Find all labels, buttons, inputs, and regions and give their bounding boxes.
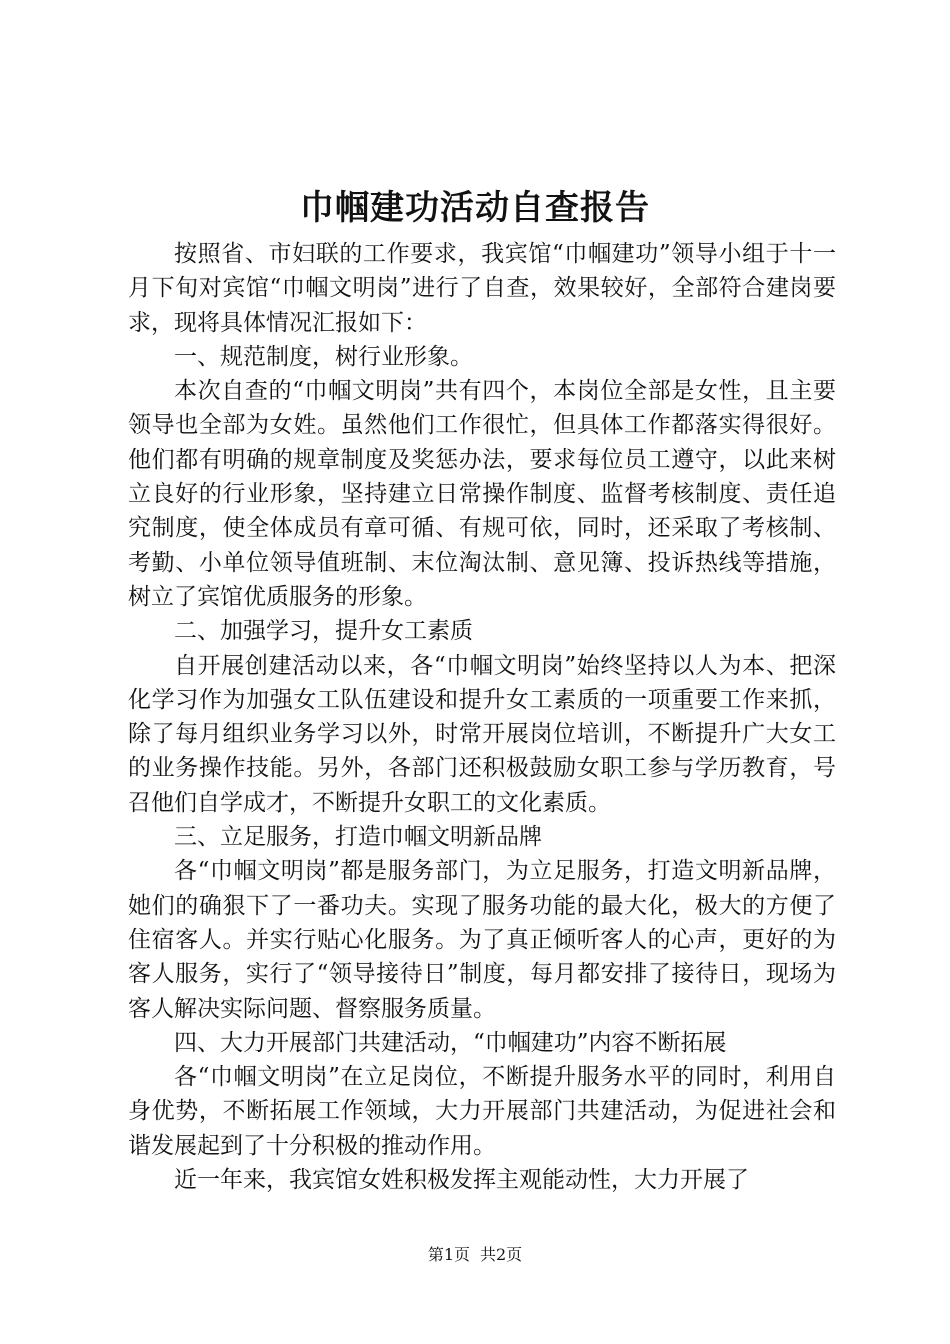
page-total: 共2页 [480,1245,523,1264]
paragraph-section-1: 本次自查的“巾帼文明岗”共有四个，本岗位全部是女性，且主要领导也全部为女姓。虽然他们工作很忙，但具体工作都落实得很好。他们都有明确的规章制度及奖惩办法，要求每位员工遵守，以此来树立良好的行业形象，坚持建立日常操作制度、监督考核制度、责任追究制度，使全体成员有章可循、有规可依，同时，还采取了考核制、考勤、小单位领导值班制、末位淘汰制、意见簿、投诉热线等措施，树立了宾馆优质服务的形象。 [128,378,836,610]
section-heading-3: 三、立足服务，打造巾帼文明新品牌 [174,824,542,851]
paragraph-section-3: 各“巾帼文明岗”都是服务部门，为立足服务，打造文明新品牌，她们的确狠下了一番功夫。实现了服务功能的最大化，极大的方便了住宿客人。并实行贴心化服务。为了真正倾听客人的心声，更好的为客人服务，实行了“领导接待日”制度，每月都安排了接待日，现场为客人解决实际问题、督察服务质量。 [128,858,836,1022]
page-number: 第1页 [427,1245,470,1264]
section-heading-1: 一、规范制度，树行业形象。 [174,343,473,370]
paragraph-intro: 按照省、市妇联的工作要求，我宾馆“巾帼建功”领导小组于十一月下旬对宾馆“巾帼文明岗”进行了自查，效果较好，全部符合建岗要求，现将具体情况汇报如下： [128,241,836,336]
paragraph-continued: 近一年来，我宾馆女姓积极发挥主观能动性，大力开展了 [174,1167,749,1194]
paragraph-section-4: 各“巾帼文明岗”在立足岗位，不断提升服务水平的同时，利用自身优势，不断拓展工作领域，大力开展部门共建活动，为促进社会和谐发展起到了十分积极的推动作用。 [128,1064,836,1159]
section-heading-4: 四、大力开展部门共建活动，“巾帼建功”内容不断拓展 [174,1029,727,1056]
document-title: 巾帼建功活动自查报告 [300,188,650,228]
section-heading-2: 二、加强学习，提升女工素质 [174,618,473,645]
paragraph-section-2: 自开展创建活动以来，各“巾帼文明岗”始终坚持以人为本、把深化学习作为加强女工队伍建设和提升女工素质的一项重要工作来抓，除了每月组织业务学习以外，时常开展岗位培训，不断提升广大女工的业务操作技能。另外，各部门还积极鼓励女职工参与学历教育，号召他们自学成才，不断提升女职工的文化素质。 [128,652,836,816]
page-footer [0,1244,950,1266]
document-body [128,237,836,1197]
